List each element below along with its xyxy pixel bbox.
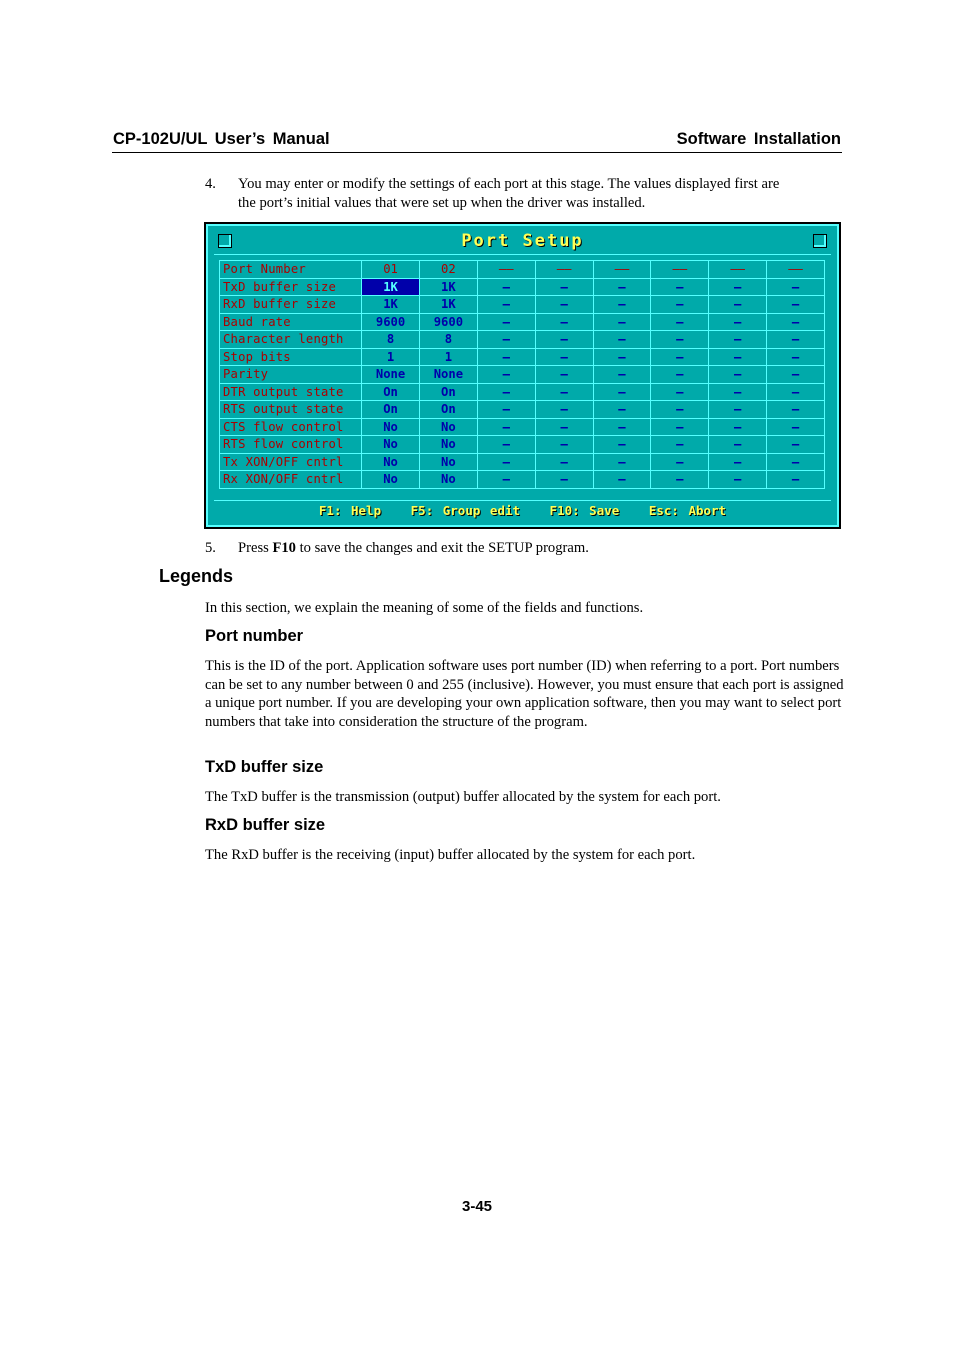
setting-value-cell[interactable]: – [477,331,535,349]
port-number-heading: Port number [205,627,304,645]
port-number-cell: —— [593,261,651,279]
port-number-cell: 02 [419,261,477,279]
table-row [220,471,825,489]
port-number-cell: —— [535,261,593,279]
port-number-cell: 01 [362,261,420,279]
setting-value-cell[interactable]: – [651,383,709,401]
table-row [220,366,825,384]
setting-value-cell[interactable]: – [709,313,767,331]
step-5 [205,539,845,559]
setting-value-cell[interactable]: – [593,436,651,454]
setting-value-cell[interactable]: – [651,471,709,489]
row-label: CTS flow control [220,418,362,436]
setting-value-cell[interactable]: – [477,471,535,489]
step-number: 4. [205,176,216,192]
row-label: RxD buffer size [220,296,362,314]
setting-value-cell[interactable]: – [651,453,709,471]
setting-value-cell[interactable]: – [767,278,825,296]
setting-value-cell[interactable]: – [593,296,651,314]
setting-value-cell[interactable]: 1K [362,278,420,296]
setting-value-cell[interactable]: – [535,313,593,331]
key-name: F10 [272,540,296,556]
title-divider [214,254,831,255]
port-setup-screenshot [204,222,841,529]
setting-value-cell[interactable]: – [477,348,535,366]
setting-value-cell[interactable]: No [419,471,477,489]
table-row [220,418,825,436]
step-4 [205,175,845,215]
setting-value-cell[interactable]: – [767,436,825,454]
rxd-heading: RxD buffer size [205,816,326,834]
row-label: RTS output state [220,401,362,419]
port-number-text: This is the ID of the port. Application software uses port number (ID) when referring to a port. Port numbers can be set to any number between 0 and 255 (inclusive). However, you must ensure that each port is assigned a unique port number. If you are developing your own application software, then you may want to select port numbers that take into consideration the structure of the program. [205,658,844,730]
setting-value-cell[interactable]: – [709,296,767,314]
setting-value-cell[interactable]: – [651,401,709,419]
setting-value-cell[interactable]: – [651,331,709,349]
setting-value-cell[interactable]: – [593,401,651,419]
group-edit-key[interactable]: F5: Group edit [410,503,521,518]
setting-value-cell[interactable]: – [535,436,593,454]
setting-value-cell[interactable]: 1K [419,296,477,314]
table-row [220,383,825,401]
setting-value-cell[interactable]: – [477,366,535,384]
step-number: 5. [205,540,216,556]
setting-value-cell[interactable]: – [709,331,767,349]
help-key[interactable]: F1: Help [318,503,382,518]
port-number-cell: —— [477,261,535,279]
setting-value-cell[interactable]: – [593,383,651,401]
setting-value-cell[interactable]: – [709,418,767,436]
row-label: Character length [220,331,362,349]
setting-value-cell[interactable]: – [651,278,709,296]
setting-value-cell[interactable]: – [651,436,709,454]
setting-value-cell[interactable]: – [709,366,767,384]
setting-value-cell[interactable]: – [535,453,593,471]
setting-value-cell[interactable]: – [709,453,767,471]
setting-value-cell[interactable]: – [767,313,825,331]
port-settings-table [219,260,825,489]
setting-value-cell[interactable]: – [767,383,825,401]
step-text-line1: You may enter or modify the settings of each port at this stage. The values displayed first are [238,176,780,192]
setting-value-cell[interactable]: – [535,383,593,401]
setting-value-cell[interactable]: 1 [419,348,477,366]
abort-key[interactable]: Esc: Abort [648,503,727,518]
setting-value-cell[interactable]: – [651,348,709,366]
window-title: Port Setup [461,231,584,251]
row-label: Port Number [220,261,362,279]
setting-value-cell[interactable]: – [535,366,593,384]
table-row [220,331,825,349]
row-label: TxD buffer size [220,278,362,296]
section-title: Software Installation [676,130,841,148]
function-key-bar [214,500,831,521]
step-text [238,539,589,557]
setting-value-cell[interactable]: 9600 [419,313,477,331]
table-row [220,453,825,471]
setting-value-cell[interactable]: No [419,418,477,436]
page-number: 3-45 [461,1198,493,1215]
table-row [220,436,825,454]
setting-value-cell[interactable]: – [477,418,535,436]
port-number-cell: —— [709,261,767,279]
setting-value-cell[interactable]: – [651,313,709,331]
setting-value-cell[interactable]: – [593,366,651,384]
setting-value-cell[interactable]: – [709,278,767,296]
table-row [220,278,825,296]
setting-value-cell[interactable]: – [535,331,593,349]
save-key[interactable]: F10: Save [549,503,620,518]
setting-value-cell[interactable]: – [593,418,651,436]
step-text-line2: the port’s initial values that were set up when the driver was installed. [238,195,646,211]
setting-value-cell[interactable]: – [535,296,593,314]
setting-value-cell[interactable]: – [593,331,651,349]
row-label: Rx XON/OFF cntrl [220,471,362,489]
setting-value-cell[interactable]: – [593,453,651,471]
setting-value-cell[interactable]: On [362,401,420,419]
setting-value-cell[interactable]: None [362,366,420,384]
rxd-text: The RxD buffer is the receiving (input) buffer allocated by the system for each port. [205,847,696,863]
setting-value-cell[interactable]: – [709,436,767,454]
setting-value-cell[interactable]: No [362,471,420,489]
setting-value-cell[interactable]: – [593,348,651,366]
setting-value-cell[interactable]: – [767,418,825,436]
row-label: DTR output state [220,383,362,401]
setting-value-cell[interactable]: – [477,401,535,419]
setting-value-cell[interactable]: On [419,383,477,401]
setting-value-cell[interactable]: – [709,401,767,419]
port-number-cell: —— [651,261,709,279]
legends-heading: Legends [159,566,234,586]
port-number-cell: —— [767,261,825,279]
setting-value-cell[interactable]: 8 [362,331,420,349]
setting-value-cell[interactable]: – [535,471,593,489]
txd-text: The TxD buffer is the transmission (output) buffer allocated by the system for each port. [205,789,721,805]
setting-value-cell[interactable]: – [767,401,825,419]
step-text-pre: Press [238,540,273,556]
setting-value-cell[interactable]: – [477,296,535,314]
setting-value-cell[interactable]: – [651,366,709,384]
setting-value-cell[interactable]: No [362,436,420,454]
port-setup-window [206,224,839,527]
page-header [112,130,842,153]
setting-value-cell[interactable]: – [477,453,535,471]
setting-value-cell[interactable]: – [709,348,767,366]
setting-value-cell[interactable]: – [477,278,535,296]
setting-value-cell[interactable]: – [709,471,767,489]
row-label: Parity [220,366,362,384]
setting-value-cell[interactable]: – [651,418,709,436]
table-header-row [220,261,825,279]
row-label: Stop bits [220,348,362,366]
setting-value-cell[interactable]: – [593,471,651,489]
row-label: Tx XON/OFF cntrl [220,453,362,471]
setting-value-cell[interactable]: – [593,313,651,331]
setting-value-cell[interactable]: 9600 [362,313,420,331]
setting-value-cell[interactable]: None [419,366,477,384]
setting-value-cell[interactable]: On [362,383,420,401]
setting-value-cell[interactable]: No [362,453,420,471]
txd-heading: TxD buffer size [205,758,324,776]
setting-value-cell[interactable]: 1K [362,296,420,314]
row-label: Baud rate [220,313,362,331]
setting-value-cell[interactable]: 1K [419,278,477,296]
setting-value-cell[interactable]: – [709,383,767,401]
setting-value-cell[interactable]: No [362,418,420,436]
step-text-post: to save the changes and exit the SETUP program. [295,540,589,556]
setting-value-cell[interactable]: – [535,278,593,296]
setting-value-cell[interactable]: – [767,471,825,489]
setting-value-cell[interactable]: No [419,436,477,454]
setting-value-cell[interactable]: – [535,348,593,366]
setting-value-cell[interactable]: – [477,313,535,331]
setting-value-cell[interactable]: – [767,453,825,471]
table-row [220,348,825,366]
setting-value-cell[interactable]: On [419,401,477,419]
setting-value-cell[interactable]: – [767,348,825,366]
setting-value-cell[interactable]: 8 [419,331,477,349]
setting-value-cell[interactable]: – [767,331,825,349]
setting-value-cell[interactable]: – [593,278,651,296]
setting-value-cell[interactable]: 1 [362,348,420,366]
setting-value-cell[interactable]: – [535,418,593,436]
setting-value-cell[interactable]: – [651,296,709,314]
setting-value-cell[interactable]: – [535,401,593,419]
setting-value-cell[interactable]: – [767,366,825,384]
setting-value-cell[interactable]: – [477,383,535,401]
setting-value-cell[interactable]: – [477,436,535,454]
setting-value-cell[interactable]: No [419,453,477,471]
row-label: RTS flow control [220,436,362,454]
setting-value-cell[interactable]: – [767,296,825,314]
legends-intro: In this section, we explain the meaning of some of the fields and functions. [205,600,644,616]
table-row [220,296,825,314]
table-row [220,401,825,419]
table-row [220,313,825,331]
manual-title: CP-102U/UL User’s Manual [113,130,330,148]
